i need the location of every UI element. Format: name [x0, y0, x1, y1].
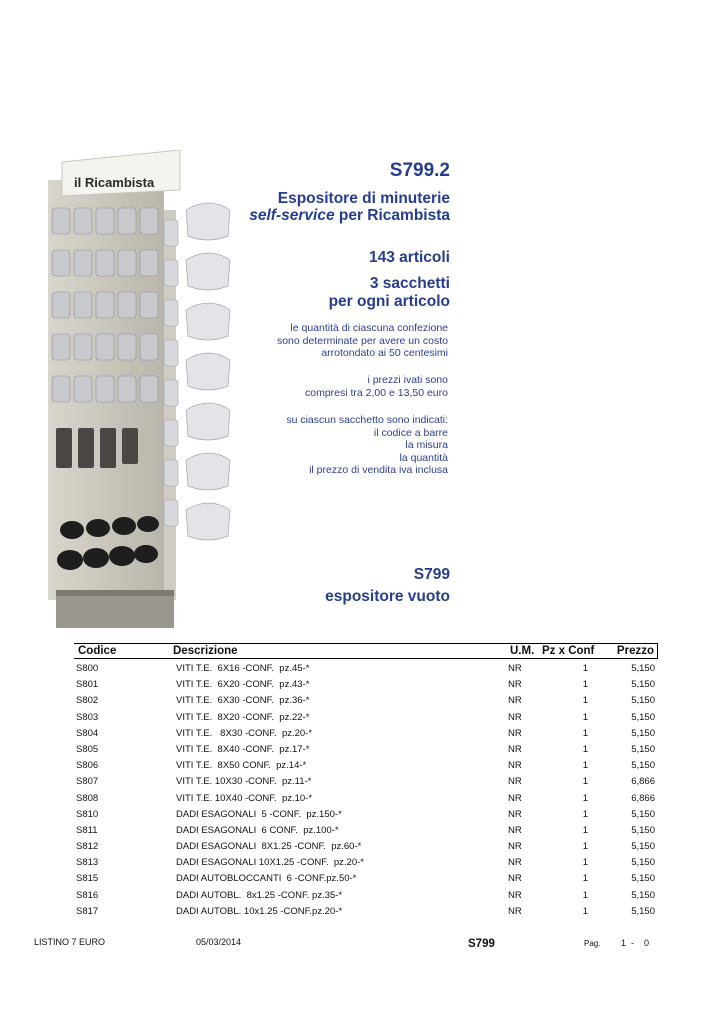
cell-price: 5,150	[631, 889, 655, 901]
cell-price: 6,866	[631, 792, 655, 804]
bags-line2: per ogni articolo	[328, 293, 450, 310]
cell-code: S804	[76, 727, 99, 739]
cell-code: S816	[76, 889, 99, 901]
cell-code: S801	[76, 679, 99, 691]
cell-code: S813	[76, 857, 99, 869]
cell-description: VITI T.E. 6X20 -CONF. pz.43-*	[176, 679, 310, 691]
header-um: U.M.	[510, 645, 535, 657]
cell-um: NR	[508, 743, 522, 755]
note-line: il codice a barre	[373, 426, 448, 439]
product-code: S799.2	[389, 160, 450, 181]
empty-display-label: espositore vuoto	[325, 588, 450, 605]
note-line: il prezzo di vendita iva inclusa	[309, 464, 448, 476]
cell-pz: 1	[582, 808, 588, 820]
cell-code: S802	[76, 695, 99, 707]
cell-pz: 1	[582, 776, 588, 788]
cell-pz: 1	[582, 679, 588, 691]
cell-description: VITI T.E. 6X16 -CONF. pz.45-*	[176, 663, 310, 674]
cell-description: VITI T.E. 8X50 CONF. pz.14-*	[176, 760, 307, 772]
cell-description: DADI ESAGONALI 5 -CONF. pz.150-*	[176, 808, 342, 820]
title-line1: Espositore di minuterie	[277, 190, 450, 207]
cell-description: DADI AUTOBLOCCANTI 6 -CONF.pz.50-*	[176, 873, 357, 885]
empty-display-code: S799	[413, 566, 450, 583]
title-italic: self-service	[249, 207, 335, 224]
table-row	[74, 855, 658, 871]
table-row	[74, 677, 658, 693]
cell-um: NR	[508, 824, 522, 836]
footer-price-list: LISTINO 7 EURO	[34, 937, 106, 947]
cell-pz: 1	[582, 695, 588, 707]
table-row	[74, 726, 658, 742]
cell-um: NR	[508, 760, 522, 772]
cell-description: DADI ESAGONALI 10X1.25 -CONF. pz.20-*	[176, 857, 364, 869]
cell-code: S800	[76, 663, 99, 674]
cell-code: S810	[76, 808, 99, 820]
table-row	[74, 758, 658, 774]
table-row	[74, 839, 658, 855]
cell-um: NR	[508, 889, 522, 901]
cell-price: 5,150	[631, 695, 655, 707]
cell-um: NR	[508, 679, 522, 691]
cell-um: NR	[508, 857, 522, 869]
cell-price: 5,150	[631, 727, 655, 739]
cell-description: DADI ESAGONALI 8X1.25 -CONF. pz.60-*	[176, 841, 362, 853]
cell-pz: 1	[582, 889, 588, 901]
cell-pz: 1	[582, 711, 588, 723]
cell-pz: 1	[582, 824, 588, 836]
table-row	[74, 693, 658, 709]
table-row	[74, 661, 658, 677]
cell-description: VITI T.E. 8X30 -CONF. pz.20-*	[176, 727, 313, 739]
table-row	[74, 888, 658, 904]
footer-code: S799	[468, 938, 495, 950]
cell-price: 6,866	[631, 776, 655, 788]
cell-pz: 1	[582, 663, 588, 674]
cell-price: 5,150	[631, 663, 655, 674]
cell-pz: 1	[582, 792, 588, 804]
cell-price: 5,150	[631, 711, 655, 723]
header-description: Descrizione	[173, 645, 238, 657]
cell-description: DADI AUTOBL. 8x1.25 -CONF. pz.35-*	[176, 889, 343, 901]
cell-um: NR	[508, 711, 522, 723]
table-row	[74, 710, 658, 726]
rack-brand-text: il Ricambista	[74, 175, 155, 190]
note-quantities	[240, 322, 448, 360]
cell-code: S803	[76, 711, 99, 723]
cell-description: DADI AUTOBL. 10x1.25 -CONF.pz.20-*	[176, 905, 343, 917]
cell-code: S806	[76, 760, 99, 772]
product-title	[230, 190, 450, 224]
cell-um: NR	[508, 905, 522, 917]
cell-price: 5,150	[631, 857, 655, 869]
cell-code: S812	[76, 841, 99, 853]
cell-pz: 1	[582, 857, 588, 869]
cell-code: S805	[76, 743, 99, 755]
cell-description: VITI T.E. 6X30 -CONF. pz.36-*	[176, 695, 310, 707]
cell-um: NR	[508, 727, 522, 739]
display-rack-photo	[42, 150, 182, 632]
bags-line1: 3 sacchetti	[369, 275, 450, 292]
title-rest: per Ricambista	[334, 207, 450, 224]
cell-pz: 1	[582, 727, 588, 739]
cell-um: NR	[508, 841, 522, 853]
cell-um: NR	[508, 776, 522, 788]
note-line: la quantità	[399, 451, 448, 464]
note-prices	[240, 374, 448, 399]
cell-price: 5,150	[631, 841, 655, 853]
table-row	[74, 791, 658, 807]
cell-code: S807	[76, 776, 99, 788]
cell-code: S808	[76, 792, 99, 804]
table-row	[74, 904, 658, 920]
note-line: arrotondato ai 50 centesimi	[321, 347, 448, 359]
cell-pz: 1	[582, 841, 588, 853]
cell-pz: 1	[582, 743, 588, 755]
cell-pz: 1	[582, 873, 588, 885]
cell-description: VITI T.E. 10X40 -CONF. pz.10-*	[176, 792, 313, 804]
note-line: le quantità di ciascuna confezione	[290, 322, 448, 334]
note-line: su ciascun sacchetto sono indicati:	[286, 414, 448, 426]
cell-code: S817	[76, 905, 99, 917]
cell-um: NR	[508, 873, 522, 885]
note-line: i prezzi ivati sono	[367, 374, 448, 386]
cell-price: 5,150	[631, 905, 655, 917]
title-line2	[230, 207, 450, 224]
table-row	[74, 774, 658, 790]
cell-price: 5,150	[631, 760, 655, 772]
table-row	[74, 807, 658, 823]
table-row	[74, 871, 658, 887]
cell-price: 5,150	[631, 679, 655, 691]
cell-description: VITI T.E. 8X40 -CONF. pz.17-*	[176, 743, 310, 755]
cell-um: NR	[508, 663, 522, 674]
note-line: sono determinate per avere un costo	[276, 334, 448, 347]
cell-price: 5,150	[631, 873, 655, 885]
side-bags-photo	[184, 196, 234, 552]
cell-code: S811	[76, 824, 98, 836]
header-pz: Pz x Conf	[542, 645, 595, 657]
table-row	[74, 742, 658, 758]
footer-page-number: 1 - 0	[621, 938, 650, 948]
header-price: Prezzo	[616, 645, 654, 657]
cell-description: VITI T.E. 8X20 -CONF. pz.22-*	[176, 711, 310, 723]
footer-date: 05/03/2014	[196, 937, 242, 947]
cell-price: 5,150	[631, 824, 655, 836]
cell-code: S815	[76, 873, 99, 885]
bags-info	[270, 275, 450, 311]
cell-pz: 1	[582, 905, 588, 917]
footer-page-label: Pag.	[584, 939, 601, 948]
header-code: Codice	[78, 645, 117, 657]
cell-um: NR	[508, 695, 522, 707]
table-row	[74, 823, 658, 839]
cell-price: 5,150	[631, 808, 655, 820]
cell-description: DADI ESAGONALI 6 CONF. pz.100-*	[176, 824, 339, 836]
cell-pz: 1	[582, 760, 588, 772]
note-bag-labels	[240, 414, 448, 477]
cell-price: 5,150	[631, 743, 655, 755]
cell-description: VITI T.E. 10X30 -CONF. pz.11-*	[176, 776, 312, 788]
cell-um: NR	[508, 792, 522, 804]
articles-count: 143 articoli	[369, 249, 450, 266]
price-table	[74, 661, 658, 920]
cell-um: NR	[508, 808, 522, 820]
note-line: la misura	[405, 439, 448, 451]
note-line: compresi tra 2,00 e 13,50 euro	[304, 386, 448, 399]
table-header	[74, 643, 658, 659]
